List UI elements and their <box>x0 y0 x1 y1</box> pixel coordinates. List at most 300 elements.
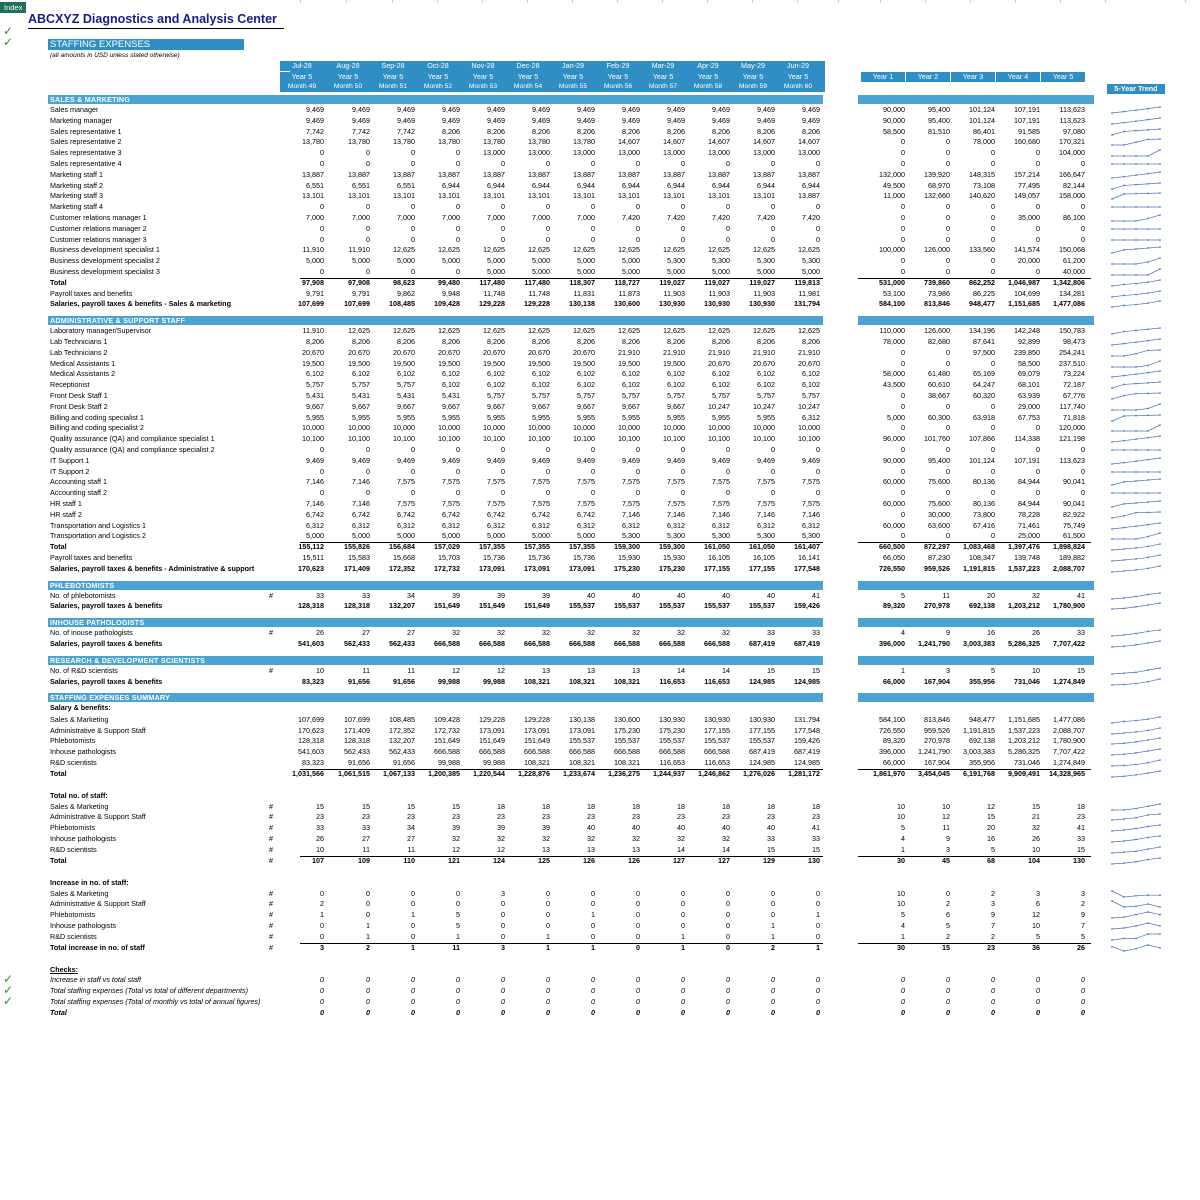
annual-cell: 1 <box>901 665 905 675</box>
sparkline-point <box>1111 863 1113 865</box>
annual-cell: 0 <box>1036 445 1040 454</box>
annual-cell: 23 <box>987 942 995 952</box>
monthly-cell: 0 <box>320 159 324 168</box>
monthly-cell: 1,246,862 <box>698 768 730 778</box>
sparkline-point <box>1147 911 1149 913</box>
annual-cell: 0 <box>991 234 995 244</box>
monthly-cell: 0 <box>636 223 640 233</box>
monthly-cell: 7,146 <box>306 477 324 487</box>
monthly-cell: 7,575 <box>802 499 820 508</box>
sparkline-point <box>1123 906 1125 908</box>
monthly-cell: 7,000 <box>306 213 324 222</box>
monthly-cell: 108,321 <box>524 757 550 767</box>
monthly-cell: 1 <box>771 920 775 930</box>
annual-cell: 11,000 <box>883 191 905 201</box>
monthly-cell: 0 <box>546 986 550 996</box>
monthly-cell: 1 <box>546 931 550 941</box>
trend-sparkline <box>1110 677 1162 687</box>
annual-cell: 0 <box>1081 445 1085 454</box>
annual-cell: 15 <box>1032 801 1040 811</box>
row-label: Increase in staff vs total staff <box>50 975 142 985</box>
monthly-cell: 125 <box>538 855 550 865</box>
annual-cell: 396,000 <box>879 639 905 648</box>
index-tab[interactable]: Index <box>0 2 26 13</box>
monthly-cell: 9,469 <box>487 115 505 125</box>
trend-sparkline <box>1110 736 1162 746</box>
monthly-cell: 173,091 <box>479 725 505 735</box>
monthly-cell: 6,551 <box>306 180 324 190</box>
row-label: Business development specialist 2 <box>50 256 160 266</box>
hash-marker: # <box>269 855 273 865</box>
sparkline-point <box>1111 449 1113 451</box>
monthly-cell: 0 <box>591 223 595 233</box>
monthly-cell: 666,588 <box>659 747 685 757</box>
app-title: ABCXYZ Diagnostics and Analysis Center <box>28 12 277 26</box>
monthly-cell: 0 <box>726 942 730 952</box>
monthly-cell: 0 <box>636 234 640 244</box>
monthly-cell: 0 <box>816 202 820 212</box>
annual-cell: 0 <box>991 401 995 411</box>
annual-cell: 23 <box>1077 812 1085 822</box>
monthly-cell: 0 <box>411 975 415 985</box>
monthly-cell: 0 <box>411 488 415 498</box>
monthly-cell: 129,228 <box>479 714 505 724</box>
sparkline-path <box>1112 555 1160 561</box>
monthly-cell: 18 <box>677 801 685 811</box>
annual-cell: 0 <box>901 148 905 158</box>
monthly-cell: 107,699 <box>298 714 324 724</box>
annual-cell: 1 <box>901 931 905 941</box>
trend-sparkline <box>1110 170 1162 180</box>
monthly-cell: 116,653 <box>704 757 730 767</box>
annual-cell: 86,100 <box>1063 213 1085 222</box>
monthly-cell: 107,699 <box>344 714 370 724</box>
sparkline-point <box>1123 608 1125 610</box>
monthly-cell: 0 <box>771 445 775 454</box>
sparkline-point <box>1111 333 1113 335</box>
row-label: Sales manager <box>50 105 99 114</box>
sparkline-point <box>1147 261 1149 263</box>
sparkline-point <box>1135 155 1137 157</box>
sparkline-point <box>1111 598 1113 600</box>
annual-cell: 14,328,965 <box>1049 768 1085 778</box>
sparkline-point <box>1111 366 1113 368</box>
sparkline-point <box>1135 366 1137 368</box>
annual-cell: 1 <box>901 844 905 854</box>
monthly-cell: 0 <box>411 931 415 941</box>
monthly-cell: 0 <box>681 202 685 212</box>
year-row-header: Year 5 <box>596 72 640 82</box>
monthly-cell: 40 <box>632 823 640 833</box>
annual-cell: 0 <box>946 137 950 147</box>
annual-cell: 0 <box>991 223 995 233</box>
sparkline-point <box>1147 183 1149 185</box>
monthly-cell: 6,102 <box>442 369 460 379</box>
monthly-cell: 20,670 <box>393 347 415 357</box>
monthly-cell: 19,500 <box>663 358 685 368</box>
monthly-cell: 10,247 <box>798 401 820 411</box>
row-label: Customer relations manager 1 <box>50 213 147 222</box>
annual-cell: 86,401 <box>973 126 995 136</box>
monthly-cell: 128,318 <box>344 736 370 746</box>
annual-cell: 84,944 <box>1018 499 1040 508</box>
annual-cell: 11 <box>942 823 950 833</box>
sparkline-point <box>1135 430 1137 432</box>
row-label: Billing and coding specialist 2 <box>50 423 144 433</box>
annual-cell: 1,477,086 <box>1053 714 1085 724</box>
monthly-cell: 9,469 <box>622 455 640 465</box>
monthly-cell: 5,300 <box>622 531 640 541</box>
annual-cell: 82,144 <box>1063 180 1085 190</box>
monthly-cell: 9,469 <box>306 105 324 114</box>
monthly-cell: 13,101 <box>753 191 775 201</box>
monthly-cell: 0 <box>771 1007 775 1017</box>
sparkline-point <box>1159 667 1161 669</box>
monthly-cell: 32 <box>677 628 685 638</box>
sparkline-point <box>1111 939 1113 941</box>
monthly-cell: 0 <box>681 975 685 985</box>
monthly-cell: 0 <box>816 488 820 498</box>
monthly-cell: 9,667 <box>442 401 460 411</box>
sparkline-point <box>1135 731 1137 733</box>
monthly-cell: 41 <box>812 590 820 600</box>
monthly-cell: 666,588 <box>659 639 685 648</box>
monthly-cell: 14,607 <box>618 137 640 147</box>
monthly-cell: 10,000 <box>663 423 685 433</box>
monthly-cell: 14 <box>722 665 730 675</box>
annual-cell: 1,203,212 <box>1008 601 1040 611</box>
monthly-cell: 0 <box>320 997 324 1006</box>
annual-cell: 60,000 <box>883 499 905 508</box>
annual-cell: 66,000 <box>883 676 905 686</box>
monthly-cell: 562,433 <box>344 639 370 648</box>
monthly-cell: 177,155 <box>749 725 775 735</box>
monthly-cell: 7,146 <box>352 499 370 508</box>
sparkline-point <box>1123 851 1125 853</box>
monthly-cell: 32 <box>497 628 505 638</box>
monthly-cell: 13,887 <box>528 169 550 179</box>
sparkline-point <box>1159 300 1161 302</box>
monthly-cell: 13,000 <box>618 148 640 158</box>
monthly-cell: 32 <box>452 628 460 638</box>
monthly-cell: 7,420 <box>802 213 820 222</box>
sparkline-point <box>1135 492 1137 494</box>
sparkline-point <box>1159 640 1161 642</box>
annual-cell: 0 <box>901 234 905 244</box>
sparkline-point <box>1111 188 1113 190</box>
monthly-cell: 155,537 <box>749 601 775 611</box>
annual-cell: 107,191 <box>1014 115 1040 125</box>
sparkline-point <box>1147 669 1149 671</box>
monthly-cell: 9,469 <box>712 455 730 465</box>
annual-cell: 113,623 <box>1059 115 1085 125</box>
annual-cell: 0 <box>901 159 905 168</box>
annual-cell: 0 <box>991 488 995 498</box>
sparkline-point <box>1111 765 1113 767</box>
annual-cell: 10 <box>897 899 905 909</box>
annual-cell: 0 <box>1081 488 1085 498</box>
annual-cell: 97,080 <box>1063 126 1085 136</box>
monthly-cell: 40 <box>767 590 775 600</box>
sparkline-point <box>1111 517 1113 519</box>
sparkline-point <box>1159 602 1161 604</box>
monthly-cell: 1 <box>366 920 370 930</box>
trend-sparkline <box>1110 278 1162 288</box>
monthly-cell: 14,607 <box>798 137 820 147</box>
monthly-cell: 7,000 <box>577 213 595 222</box>
month-number-header: Month 58 <box>686 82 730 92</box>
sparkline-path <box>1112 771 1160 777</box>
monthly-cell: 0 <box>771 234 775 244</box>
monthly-cell: 32 <box>632 834 640 843</box>
annual-cell: 95,400 <box>928 455 950 465</box>
month-header: Nov-28 <box>461 61 505 71</box>
monthly-cell: 9,667 <box>667 401 685 411</box>
monthly-cell: 16,105 <box>708 553 730 562</box>
monthly-cell: 13,887 <box>708 169 730 179</box>
monthly-cell: 171,409 <box>344 725 370 735</box>
monthly-cell: 15 <box>812 665 820 675</box>
monthly-cell: 13 <box>587 665 595 675</box>
monthly-cell: 1 <box>681 942 685 952</box>
monthly-cell: 118,307 <box>569 277 595 287</box>
monthly-cell: 175,230 <box>614 725 640 735</box>
monthly-cell: 40 <box>587 823 595 833</box>
sparkline-point <box>1147 437 1149 439</box>
annual-cell: 9 <box>1081 910 1085 920</box>
trend-sparkline <box>1110 591 1162 601</box>
monthly-cell: 6,102 <box>667 380 685 390</box>
monthly-cell: 130,138 <box>569 714 595 724</box>
monthly-cell: 5,757 <box>532 391 550 400</box>
monthly-cell: 0 <box>411 920 415 930</box>
sparkline-point <box>1147 329 1149 331</box>
monthly-cell: 8,206 <box>306 337 324 346</box>
monthly-cell: 5,000 <box>306 531 324 541</box>
monthly-cell: 6,312 <box>622 520 640 530</box>
trend-sparkline <box>1110 159 1162 169</box>
total-line <box>858 542 1091 543</box>
annual-cell: 68,101 <box>1018 380 1040 390</box>
monthly-cell: 666,588 <box>434 639 460 648</box>
sparkline-point <box>1147 826 1149 828</box>
monthly-cell: 0 <box>771 202 775 212</box>
sparkline-path <box>1112 728 1160 734</box>
row-label: Sales representative 1 <box>50 126 122 136</box>
sparkline-point <box>1135 183 1137 185</box>
monthly-cell: 0 <box>591 997 595 1006</box>
trend-sparkline <box>1110 510 1162 520</box>
annual-cell: 0 <box>946 531 950 541</box>
monthly-cell: 5,000 <box>802 267 820 276</box>
sparkline-point <box>1159 846 1161 848</box>
annual-cell: 1,241,790 <box>918 747 950 757</box>
monthly-cell: 0 <box>591 445 595 454</box>
monthly-cell: 5,000 <box>757 267 775 276</box>
monthly-cell: 9,469 <box>667 455 685 465</box>
monthly-cell: 99,988 <box>483 757 505 767</box>
monthly-cell: 8,206 <box>802 126 820 136</box>
monthly-cell: 129 <box>763 855 775 865</box>
monthly-cell: 6,551 <box>397 180 415 190</box>
monthly-cell: 12,625 <box>483 326 505 336</box>
monthly-cell: 15,736 <box>528 553 550 562</box>
sparkline-point <box>1159 370 1161 372</box>
annual-cell: 113,623 <box>1059 105 1085 114</box>
monthly-cell: 10,000 <box>302 423 324 433</box>
monthly-cell: 116,653 <box>659 757 685 767</box>
total-line <box>300 943 823 944</box>
annual-cell: 78,228 <box>1018 509 1040 519</box>
sparkline-point <box>1123 645 1125 647</box>
row-label: Receptionist <box>50 380 90 390</box>
monthly-cell: 12 <box>452 665 460 675</box>
sparkline-point <box>1135 248 1137 250</box>
annual-cell: 0 <box>901 975 905 985</box>
monthly-cell: 12,625 <box>798 245 820 255</box>
row-label: Salaries, payroll taxes & benefits - Sales & marketing <box>50 299 231 309</box>
monthly-cell: 6,944 <box>802 180 820 190</box>
monthly-cell: 9,469 <box>577 105 595 114</box>
annual-cell: 25,000 <box>1018 531 1040 541</box>
sparkline-point <box>1123 720 1125 722</box>
monthly-cell: 6,312 <box>442 520 460 530</box>
annual-cell: 101,124 <box>969 455 995 465</box>
monthly-cell: 5,955 <box>667 412 685 422</box>
sparkline-point <box>1135 502 1137 504</box>
monthly-cell: 5,300 <box>757 256 775 266</box>
column-gridline <box>752 0 753 3</box>
monthly-cell: 11,910 <box>348 245 370 255</box>
row-label: Sales representative 4 <box>50 159 122 168</box>
monthly-cell: 119,813 <box>794 277 820 287</box>
annual-cell: 0 <box>901 213 905 222</box>
monthly-cell: 15 <box>407 801 415 811</box>
sparkline-point <box>1111 430 1113 432</box>
trend-sparkline <box>1110 910 1162 920</box>
monthly-cell: 0 <box>591 920 595 930</box>
sparkline-point <box>1159 737 1161 739</box>
monthly-cell: 5,431 <box>352 391 370 400</box>
monthly-cell: 666,588 <box>524 747 550 757</box>
monthly-cell: 0 <box>456 986 460 996</box>
monthly-cell: 2 <box>320 899 324 909</box>
sparkline-point <box>1147 772 1149 774</box>
monthly-cell: 10,100 <box>708 434 730 444</box>
monthly-cell: 5,955 <box>442 412 460 422</box>
annual-cell: 584,100 <box>879 299 905 309</box>
monthly-cell: 13,101 <box>393 191 415 201</box>
sparkline-point <box>1111 608 1113 610</box>
monthly-cell: 5,000 <box>532 531 550 541</box>
hash-marker: # <box>269 801 273 811</box>
monthly-cell: 7,000 <box>397 213 415 222</box>
monthly-cell: 131,794 <box>794 299 820 309</box>
sparkline-point <box>1135 438 1137 440</box>
monthly-cell: 129,228 <box>524 714 550 724</box>
annual-cell: 0 <box>946 213 950 222</box>
sparkline-point <box>1123 775 1125 777</box>
monthly-cell: 10,100 <box>618 434 640 444</box>
trend-sparkline <box>1110 802 1162 812</box>
monthly-cell: 0 <box>816 931 820 941</box>
annual-cell: 6 <box>1036 899 1040 909</box>
sparkline-point <box>1147 848 1149 850</box>
annual-cell: 726,550 <box>879 725 905 735</box>
annual-cell: 71,461 <box>1018 520 1040 530</box>
annual-cell: 0 <box>901 202 905 212</box>
sparkline-point <box>1111 484 1113 486</box>
monthly-cell: 7,575 <box>397 499 415 508</box>
monthly-cell: 9,469 <box>352 105 370 114</box>
monthly-cell: 5,300 <box>757 531 775 541</box>
sparkline-point <box>1111 206 1113 208</box>
section-header: RESEARCH & DEVELOPMENT SCIENTISTS <box>48 656 823 665</box>
monthly-cell: 13,101 <box>438 191 460 201</box>
sparkline-point <box>1135 393 1137 395</box>
monthly-cell: 0 <box>366 223 370 233</box>
hash-marker: # <box>269 628 273 638</box>
monthly-cell: 23 <box>812 812 820 822</box>
trend-sparkline <box>1110 601 1162 611</box>
annual-cell: 10 <box>942 801 950 811</box>
monthly-cell: 20,670 <box>302 347 324 357</box>
monthly-cell: 1,244,937 <box>653 768 685 778</box>
monthly-cell: 0 <box>591 899 595 909</box>
annual-cell: 60,000 <box>883 477 905 487</box>
year-row-header: Year 5 <box>416 72 460 82</box>
monthly-cell: 19,500 <box>348 358 370 368</box>
row-label: Business development specialist 3 <box>50 267 160 276</box>
sparkline-point <box>1123 840 1125 842</box>
monthly-cell: 177,155 <box>704 725 730 735</box>
annual-cell: 36 <box>1032 942 1040 952</box>
annual-cell: 731,046 <box>1014 757 1040 767</box>
monthly-cell: 12,625 <box>438 326 460 336</box>
monthly-cell: 1 <box>771 931 775 941</box>
monthly-cell: 41 <box>812 823 820 833</box>
monthly-cell: 5,431 <box>397 391 415 400</box>
sparkline-point <box>1147 108 1149 110</box>
monthly-cell: 7,420 <box>712 213 730 222</box>
monthly-cell: 18 <box>542 801 550 811</box>
annual-cell: 1,083,468 <box>963 542 995 552</box>
monthly-cell: 0 <box>726 466 730 476</box>
sparkline-point <box>1135 414 1137 416</box>
monthly-cell: 7,575 <box>757 499 775 508</box>
sparkline-point <box>1111 376 1113 378</box>
monthly-cell: 12,625 <box>618 245 640 255</box>
monthly-cell: 0 <box>411 202 415 212</box>
trend-sparkline <box>1110 943 1162 953</box>
annual-cell: 813,846 <box>924 714 950 724</box>
monthly-cell: 0 <box>726 488 730 498</box>
monthly-cell: 0 <box>456 223 460 233</box>
monthly-cell: 1,281,172 <box>788 768 820 778</box>
trend-sparkline <box>1110 747 1162 757</box>
annual-cell: 63,918 <box>973 412 995 422</box>
sparkline-point <box>1147 536 1149 538</box>
sparkline-point <box>1147 364 1149 366</box>
sparkline-point <box>1135 109 1137 111</box>
monthly-cell: 1 <box>456 931 460 941</box>
monthly-cell: 177,548 <box>794 563 820 573</box>
sparkline-point <box>1159 449 1161 451</box>
monthly-cell: 0 <box>501 975 505 985</box>
monthly-cell: 10,000 <box>798 423 820 433</box>
monthly-cell: 130,930 <box>749 299 775 309</box>
sparkline-point <box>1111 387 1113 389</box>
